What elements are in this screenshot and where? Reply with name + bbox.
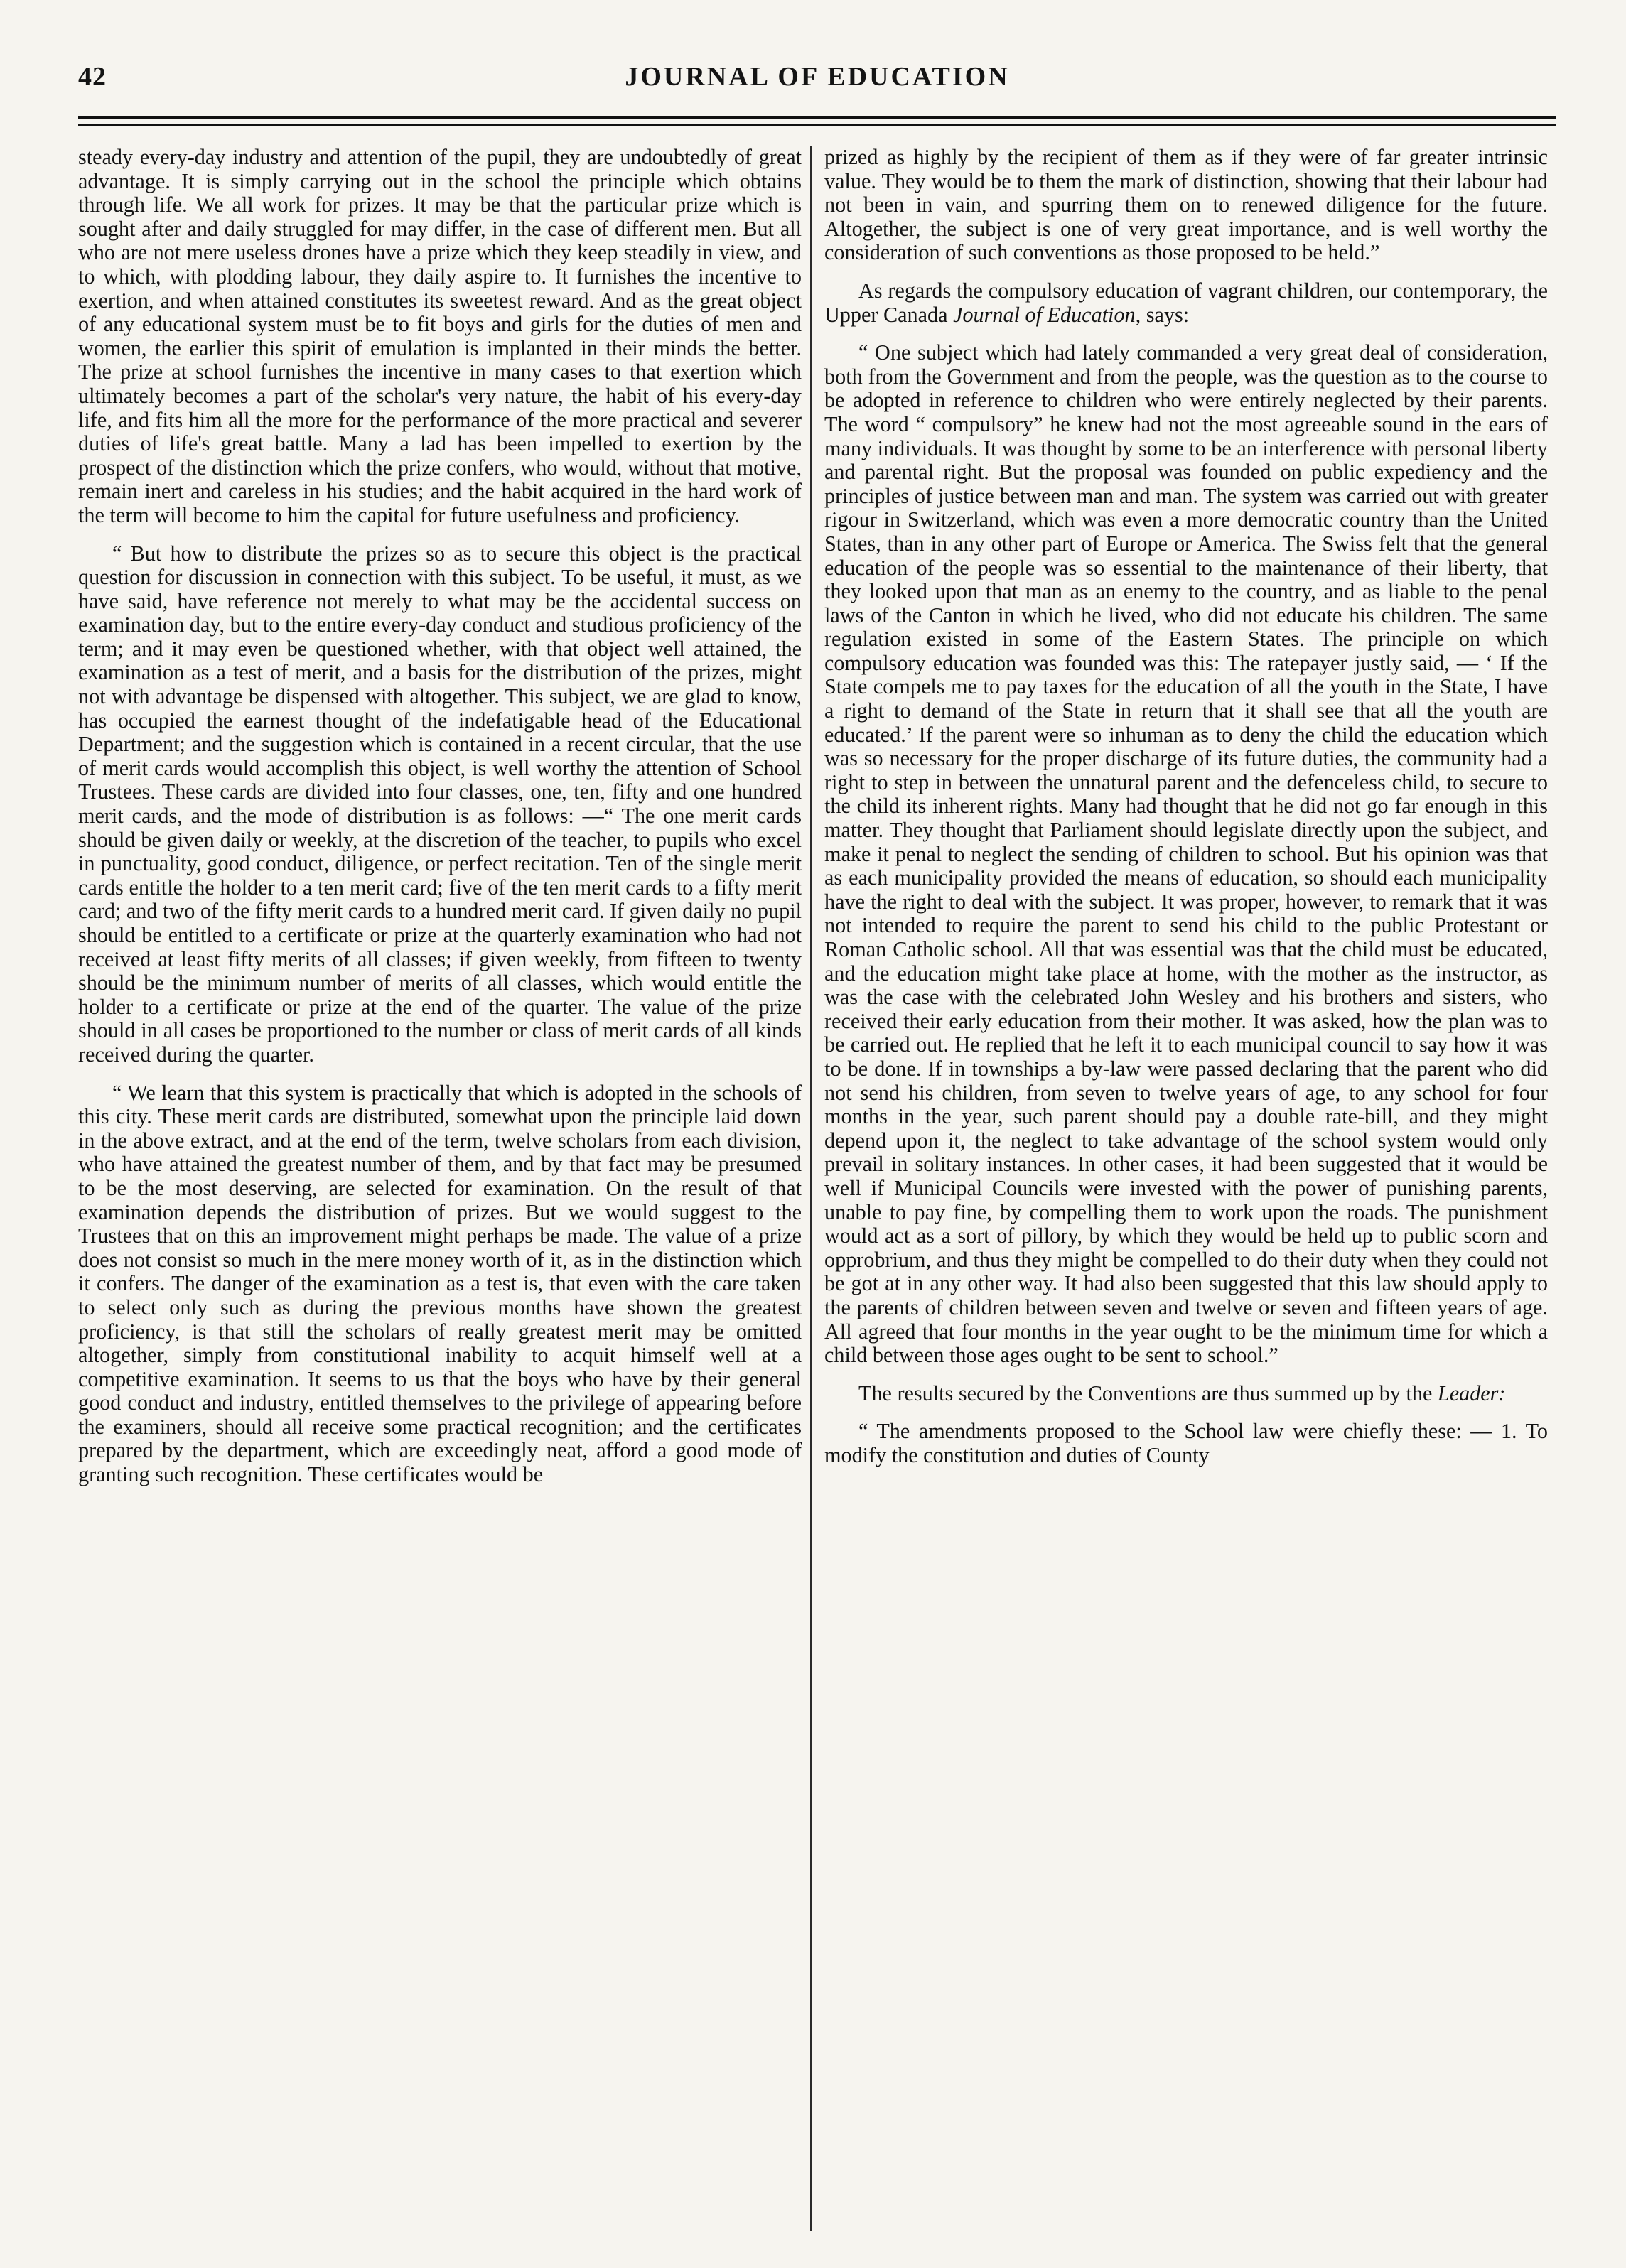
right-paragraph-4 [824, 1382, 1548, 1406]
right-paragraph-4-lead: The results secured by the Conventions are thus summed up by the [858, 1381, 1438, 1405]
column-divider [810, 146, 812, 2231]
leader-title-italic: Leader: [1437, 1381, 1506, 1405]
header-rule-thin [78, 124, 1556, 126]
left-paragraph-1: steady every-day industry and attention of the pupil, they are undoubtedly of great advantage. It is simply carrying out in the school the principle which obtains through life. We all work for prizes. It may be that the particular prize which is sought after and daily struggled for may differ, in the case of different men. But all who are not mere useless drones have a prize which they keep steadily in view, and to which, with plodding labour, they daily aspire to. It furnishes the incentive to exertion, and when attained constitutes its sweetest reward. And as the great object of any educational system must be to fit boys and girls for the duties of men and women, the earlier this spirit of emulation is implanted in their minds the better. The prize at school furnishes the incentive in many cases to that exertion which ultimately becomes a part of the scholar's very nature, the habit of his every-day life, and fits him all the more for the performance of the more practical and severer duties of life's great battle. Many a lad has been impelled to exertion by the prospect of the distinction which the prize confers, who would, without that motive, remain inert and careless in his studies; and the habit acquired in the hard work of the term will become to him the capital for future usefulness and proficiency. [78, 145, 802, 527]
right-paragraph-2-tail: says: [1141, 302, 1190, 327]
right-paragraph-3: “ One subject which had lately commanded a very great deal of consideration, both from the Government and from the people, was the question as to the course to be adopted in reference to children who were entirely neglected by their parents. The word “ compulsory” he knew had not the most agreeable sound in the ears of many individuals. It was thought by some to be an interference with personal liberty and parental right. But the proposal was founded on public expediency and the principles of justice between man and man. The system was carried out with greater rigour in Switzerland, which was even a more democratic country than the United States, than in any other part of Europe or America. The Swiss felt that the general education of the people was so essential to the maintenance of their liberty, that they looked upon that man as an enemy to the country, and as liable to the penal laws of the Canton in which he lived, who did not educate his children. The same regulation existed in some of the Eastern States. The principle on which compulsory education was founded was this: The ratepayer justly said, — ‘ If the State compels me to pay taxes for the education of all the youth in the State, I have a right to demand of the State in return that it shall see that all the youth are educated.’ If the parent were so inhuman as to deny the child the education which was so necessary for the proper discharge of its future duties, the community had a right to step in between the unnatural parent and the defenceless child, to secure to the child its inherent rights. Many had thought that he did not go far enough in this matter. They thought that Parliament should legislate directly upon the subject, and make it penal to neglect the sending of children to school. But his opinion was that as each municipality provided the means of education, so should each municipality have the right to deal with the subject. It was proper, however, to remark that it was not intended to require the parent to send his child to the public Protestant or Roman Catholic school. All that was essential was that the child must be educated, and the education might take place at home, with the mother as the instructor, as was the case with the celebrated John Wesley and his brothers and sisters, who received their early education from their mother. It was asked, how the plan was to be carried out. He replied that he left it to each municipal council to say how it was to be done. If in townships a by-law were passed declaring that the parent who did not send his children, from seven to twelve years of age, to any school for four months in the year, such parent should pay a double rate-bill, and they might depend upon it, the neglect to take advantage of the school system would only prevail in solitary instances. In other cases, it had been suggested that it would be well if Municipal Councils were invested with the power of punishing parents, unable to pay fine, by compelling them to work upon the roads. The punishment would act as a sort of pillory, by which they would be held up to public scorn and opprobrium, and thus they might be compelled to do their duty when they could not be got at in any other way. It had also been suggested that this law should apply to the parents of children between seven and twelve or seven and fifteen years of age. All agreed that four months in the year ought to be the minimum time for which a child between those ages ought to be sent to school.” [824, 340, 1548, 1368]
right-paragraph-5: “ The amendments proposed to the School law were chiefly these: — 1. To modify the constitution and duties of County [824, 1419, 1548, 1467]
page-header [78, 61, 1556, 104]
right-paragraph-1: prized as highly by the recipient of them as if they were of far greater intrinsic value. They would be to them the mark of distinction, showing that their labour had not been in vain, and spurring them on to renewed diligence for the future. Altogether, the subject is one of very great importance, and is well worthy the consideration of such conventions as those proposed to be held.” [824, 145, 1548, 265]
right-column [824, 146, 1548, 2235]
right-paragraph-2 [824, 279, 1548, 327]
journal-title-italic: Journal of Education, [953, 302, 1141, 327]
left-column [78, 146, 802, 2235]
left-paragraph-2: “ But how to distribute the prizes so as to secure this object is the practical question for discussion in connection with this subject. To be useful, it must, as we have said, have reference not merely to what may be the accidental success on examination day, but to the entire every-day conduct and studious proficiency of the term; and it may even be questioned whether, with that object well attained, the examination as a test of merit, and a basis for the distribution of the prizes, might not with advantage be dispensed with altogether. This subject, we are glad to know, has occupied the earnest thought of the indefatigable head of the Educational Department; and the suggestion which is contained in a recent circular, that the use of merit cards would accomplish this object, is well worthy the attention of School Trustees. These cards are divided into four classes, one, ten, fifty and one hundred merit cards, and the mode of distribution is as follows: —“ The one merit cards should be given daily or weekly, at the discretion of the teacher, to pupils who excel in punctuality, good conduct, diligence, or perfect recitation. Ten of the single merit cards entitle the holder to a ten merit card; five of the ten merit cards to a fifty merit card; and two of the fifty merit cards to a hundred merit card. If given daily no pupil should be entitled to a certificate or prize at the quarterly examination who had not received at least fifty merits of all classes; if given weekly, from fifteen to twenty should be the minimum number of merits of all classes, which would entitle the holder to a certificate or prize at the end of the quarter. The value of the prize should in all cases be proportioned to the number or class of merit cards of all kinds received during the quarter. [78, 541, 802, 1066]
page-number: 42 [78, 62, 107, 92]
left-paragraph-3: “ We learn that this system is practically that which is adopted in the schools of this city. These merit cards are distributed, somewhat upon the principle laid down in the above extract, and at the end of the term, twelve scholars from each division, who have attained the greatest number of them, and by that fact may be presumed to be the most deserving, are selected for examination. On the result of that examination depends the distribution of prizes. But we would suggest to the Trustees that on this an improvement might perhaps be made. The value of a prize does not consist so much in the mere money worth of it, as in the distinction which it confers. The danger of the examination as a test is, that even with the care taken to select only such as during the previous months have shown the greatest proficiency, is that still the scholars of really greatest merit may be omitted altogether, simply from constitutional inability to acquit himself well at a competitive examination. It seems to us that the boys who have by their general good conduct and industry, entitled themselves to the privilege of appearing before the examiners, should all receive some practical recognition; and the certificates prepared by the department, which are exceedingly neat, afford a good mode of granting such recognition. These certificates would be [78, 1080, 802, 1487]
header-rule-thick [78, 116, 1556, 119]
running-title: JOURNAL OF EDUCATION [625, 62, 1010, 92]
right-paragraph-2-lead: As regards the compulsory education of vagrant children, our contemporary, the Upper Canada [824, 278, 1548, 327]
